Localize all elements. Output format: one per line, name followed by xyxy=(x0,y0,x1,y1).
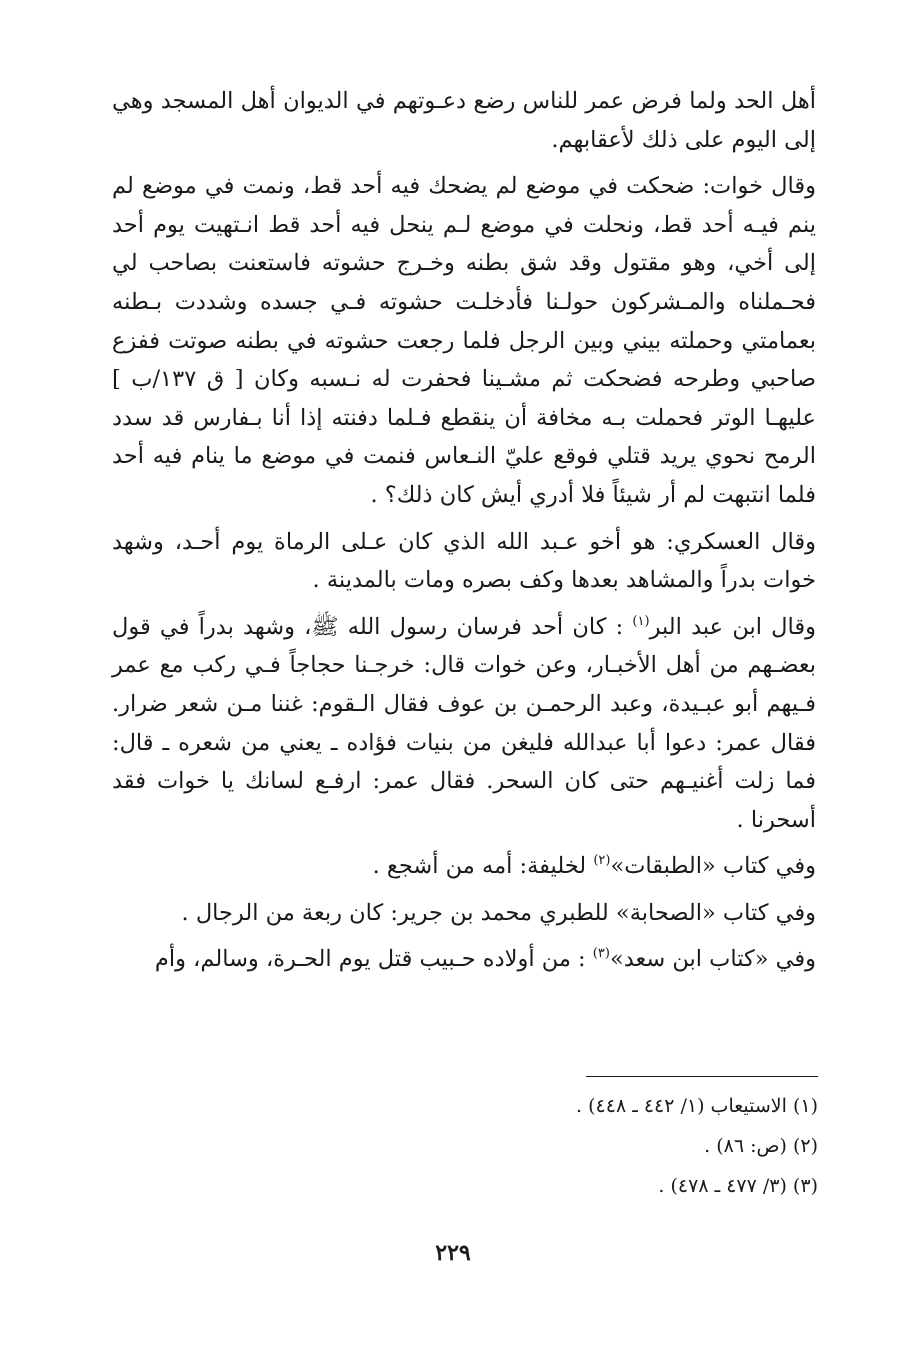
paragraph-4-lead: وقال ابن عبد البر xyxy=(649,613,816,640)
footnote-ref-3: (٣) xyxy=(592,946,610,962)
paragraph-7-lead: وفي «كتاب ابن سعد» xyxy=(609,946,816,973)
footnote-2: (٢) (ص: ٨٦) . xyxy=(704,1135,818,1157)
paragraph-6: وفي كتاب «الصحابة» للطبري محمد بن جرير: كان ربعة من الرجال . xyxy=(181,899,816,926)
paragraph-4 xyxy=(112,608,816,840)
footnote-3: (٣) (٣/ ٤٧٧ ـ ٤٧٨) . xyxy=(658,1175,818,1197)
paragraph-2: وقال خوات: ضحكت في موضع لم يضحك فيه أحد قط، ونمت في موضع لم ينم فيـه أحد قط، ونحلت في موضع لـم ينحل فيه أحد قط انـتهيت يوم أحد إلى أخي، وهو مقتول وقد شق بطنه وخـرج حشوته فاستعنت بصاحب لي فحـملناه والمـشركون حولـنا فأدخلـت حشوته فـي جسده وشددت بـطنه بعمامتي وحملته بيني وبين الرجل فلما رجعت حشوته في بطنه صوتت ففزع صاحبي وطرحه فضحكت ثم مشـينا فحفرت له نـسبه وكان [ ق ١٣٧/ب ] عليهـا الوتر فحملت بـه مخافة أن ينقطع فـلما دفنته إذا أنا بـفارس قد سدد الرمح نحوي يريد قتلي فوقع عليّ النـعاس فنمت في موضع ما ينام فيه أحد فلما انتبهت لم أر شيئاً فلا أدري أيش كان ذلك؟ . xyxy=(112,173,816,508)
page-number: ٢٢٩ xyxy=(435,1240,471,1266)
footnotes xyxy=(300,1086,818,1206)
main-text xyxy=(112,82,816,987)
footnote-ref-1: (١) xyxy=(632,613,650,629)
paragraph-5-body: لخليفة: أمه من أشجع . xyxy=(372,853,594,880)
paragraph-5 xyxy=(112,847,816,886)
paragraph-7-body: : من أولاده حـبيب قتل يوم الحـرة، وسالم، وأم xyxy=(154,946,593,973)
paragraph-7 xyxy=(112,940,816,979)
footnote-ref-2: (٢) xyxy=(593,853,611,869)
paragraph-3: وقال العسكري: هو أخو عـبد الله الذي كان عـلى الرماة يوم أحـد، وشهد خوات بدراً والمشاهد بعدها وكف بصره ومات بالمدينة . xyxy=(112,528,816,594)
footnote-1: (١) الاستيعاب (١/ ٤٤٢ ـ ٤٤٨) . xyxy=(576,1095,818,1117)
paragraph-1: أهل الحد ولما فرض عمر للناس رضع دعـوتهم في الديوان أهل المسجد وهي إلى اليوم على ذلك لأعقابهم. xyxy=(112,88,816,153)
paragraph-4-body: : كان أحد فرسان رسول الله ﷺ، وشهد بدراً في قول بعضـهم من أهل الأخبـار، وعن خوات قال: خرجـنا حجاجاً فـي ركب مع عمر فـيهم أبو عبـيدة، وعبد الرحمـن بن عوف فقال الـقوم: غننا مـن شعر ضرار. فقال عمر: دعوا أبا عبدالله فليغن من بنيات فؤاده ـ يعني من شعره ـ قال: فما زلت أغنيـهم حتى كان السحر. فقال عمر: ارفـع لسانك يا خوات فقد أسحرنا . xyxy=(112,613,816,833)
footnote-divider xyxy=(586,1076,818,1077)
paragraph-5-lead: وفي كتاب «الطبقات» xyxy=(610,853,816,880)
